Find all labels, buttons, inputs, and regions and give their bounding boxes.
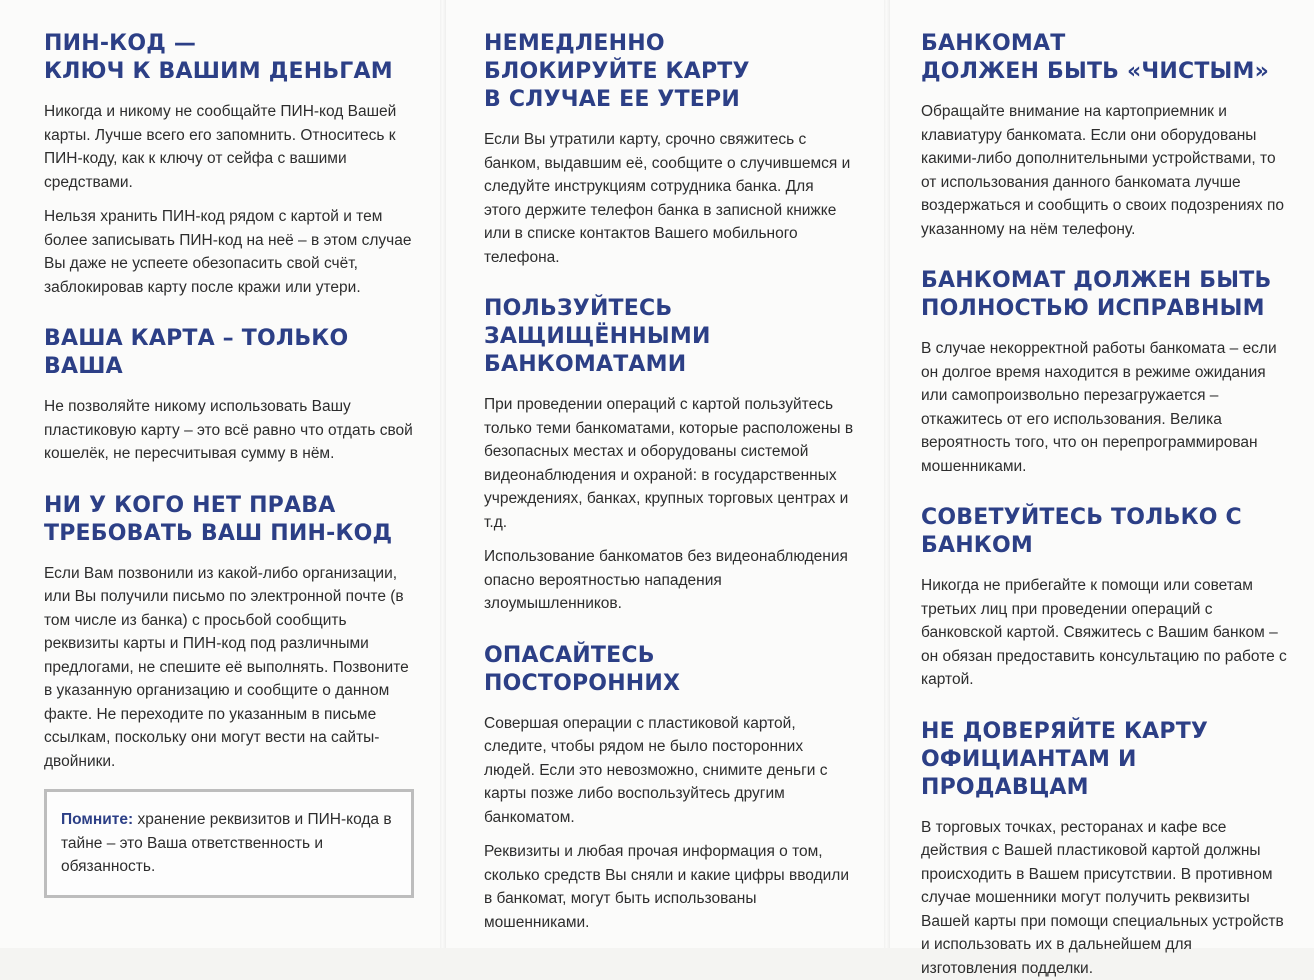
section-clean-atm [921, 30, 1291, 241]
section-title: НИ У КОГО НЕТ ПРАВА ТРЕБОВАТЬ ВАШ ПИН-КОД [44, 492, 414, 548]
section-working-atm [921, 267, 1291, 478]
section-title: НЕ ДОВЕРЯЙТЕ КАРТУ ОФИЦИАНТАМ И ПРОДАВЦАМ [921, 718, 1291, 802]
paragraph: Реквизиты и любая прочая информация о том, сколько средств Вы сняли и какие цифры вводили в банкомат, могут быть использованы мошенниками. [484, 840, 854, 934]
section-block-card [484, 30, 854, 269]
section-title: БАНКОМАТ ДОЛЖЕН БЫТЬ ПОЛНОСТЬЮ ИСПРАВНЫМ [921, 267, 1291, 323]
section-waiters [921, 718, 1291, 980]
section-title: СОВЕТУЙТЕСЬ ТОЛЬКО С БАНКОМ [921, 504, 1291, 560]
paragraph: В торговых точках, ресторанах и кафе все действия с Вашей пластиковой картой должны происходить в Вашем присутствии. В противном случае мошенники могут получить реквизиты Вашей карты при помощи специальных устройств и использовать их в дальнейшем для изготовления подделки. [921, 816, 1291, 980]
paragraph: Не позволяйте никому использовать Вашу пластиковую карту – это всё равно что отдать свой кошелёк, не пересчитывая сумму в нём. [44, 395, 414, 466]
panel-middle [484, 30, 854, 928]
paragraph: Обращайте внимание на картоприемник и клавиатуру банкомата. Если они оборудованы какими-либо дополнительными устройствами, то от использования данного банкомата лучше воздержаться и сообщить о своих подозрениях по указанному на нём телефону. [921, 100, 1291, 241]
section-title: ОПАСАЙТЕСЬ ПОСТОРОННИХ [484, 642, 854, 698]
reminder-lead: Помните: [61, 811, 133, 828]
paragraph: Если Вы утратили карту, срочно свяжитесь с банком, выдавшим её, сообщите о случившемся и следуйте инструкциям сотрудника банка. Для этого держите телефон банка в записной книжке или в списке контактов Вашего мобильного телефона. [484, 128, 854, 269]
reminder-box [44, 789, 414, 898]
reminder-body: хранение реквизитов и ПИН-кода в тайне – это Ваша ответственность и обязанность. [61, 811, 392, 875]
section-pin-code [44, 30, 414, 299]
section-your-card [44, 325, 414, 466]
section-no-right [44, 492, 414, 774]
section-title: ПИН-КОД — КЛЮЧ К ВАШИМ ДЕНЬГАМ [44, 30, 414, 86]
paragraph: Совершая операции с пластиковой картой, следите, чтобы рядом не было посторонних людей. Если это невозможно, снимите деньги с карты позже либо воспользуйтесь другим банкоматом. [484, 712, 854, 830]
paragraph: Если Вам позвонили из какой-либо организации, или Вы получили письмо по электронной почте (в том числе из банка) с просьбой сообщить реквизиты карты и ПИН-код под различными предлогами, не спешите её выполнять. Позвоните в указанную организацию и сообщите о данном факте. Не переходите по указанным в письме ссылкам, поскольку они могут вести на сайты-двойники. [44, 562, 414, 774]
section-consult-bank [921, 504, 1291, 692]
reminder-text [61, 808, 397, 879]
fold-line [884, 0, 890, 948]
section-title: ВАША КАРТА – ТОЛЬКО ВАША [44, 325, 414, 381]
paragraph: Никогда не прибегайте к помощи или советам третьих лиц при проведении операций с банковской картой. Свяжитесь с Вашим банком – он обязан предоставить консультацию по работе с картой. [921, 574, 1291, 692]
paragraph: Нельзя хранить ПИН-код рядом с картой и тем более записывать ПИН-код на неё – в этом случае Вы даже не успеете обезопасить свой счёт, заблокировав карту после кражи или утери. [44, 205, 414, 299]
section-title: БАНКОМАТ ДОЛЖЕН БЫТЬ «ЧИСТЫМ» [921, 30, 1291, 86]
section-strangers [484, 642, 854, 935]
panel-right [921, 30, 1291, 928]
paragraph: При проведении операций с картой пользуйтесь только теми банкоматами, которые расположены в безопасных местах и оборудованы системой видеонаблюдения и охраной: в государственных учреждениях, банках, крупных торговых центрах и т.д. [484, 393, 854, 534]
paragraph: В случае некорректной работы банкомата – если он долгое время находится в режиме ожидания или самопроизвольно перезагружается – откажитесь от его использования. Велика вероятность того, что он перепрограммирован мошенниками. [921, 337, 1291, 478]
panel-left [44, 30, 414, 928]
fold-line [440, 0, 446, 948]
paragraph: Использование банкоматов без видеонаблюдения опасно вероятностью нападения злоумышленников. [484, 545, 854, 616]
section-secure-atms [484, 295, 854, 616]
paragraph: Никогда и никому не сообщайте ПИН-код Вашей карты. Лучше всего его запомнить. Относитесь к ПИН-коду, как к ключу от сейфа с вашими средствами. [44, 100, 414, 194]
section-title: ПОЛЬЗУЙТЕСЬ ЗАЩИЩЁННЫМИ БАНКОМАТАМИ [484, 295, 854, 379]
section-title: НЕМЕДЛЕННО БЛОКИРУЙТЕ КАРТУ В СЛУЧАЕ ЕЕ УТЕРИ [484, 30, 854, 114]
